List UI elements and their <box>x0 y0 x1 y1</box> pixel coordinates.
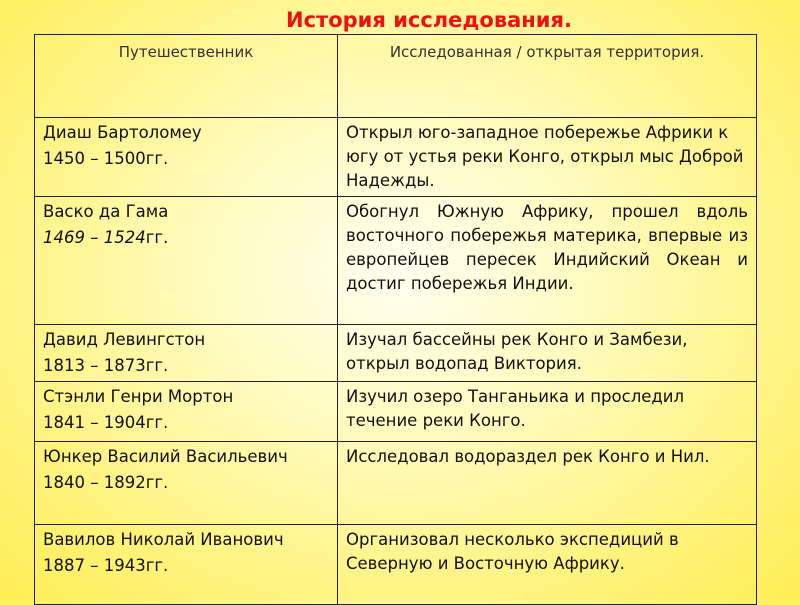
header-territory: Исследованная / открытая территория. <box>338 35 757 118</box>
traveler-name: Давид Левингстон <box>43 330 206 349</box>
table-row <box>35 382 757 442</box>
traveler-name: Стэнли Генри Мортон <box>43 387 234 406</box>
traveler-years-suffix: гг. <box>145 228 169 247</box>
table-row <box>35 442 757 525</box>
territory-cell: Изучил озеро Танганьика и проследил течение реки Конго. <box>338 382 757 442</box>
territory-cell: Обогнул Южную Африку, прошел вдоль восточного побережья материка, впервые из европейцев пересек Индийский Океан и достиг побережья Индии. <box>338 197 757 325</box>
traveler-cell <box>35 525 338 605</box>
traveler-name: Вавилов Николай Иванович <box>43 530 284 549</box>
traveler-name: Васко да Гама <box>43 202 169 221</box>
explorers-table <box>34 34 757 605</box>
table-row <box>35 197 757 325</box>
traveler-years: 1840 – 1892гг. <box>43 473 169 492</box>
traveler-years-italic: 1469 – 1524 <box>43 228 146 247</box>
traveler-years: 1813 – 1873гг. <box>43 356 169 375</box>
table-header-row <box>35 35 757 118</box>
traveler-name: Диаш Бартоломеу <box>43 123 202 142</box>
territory-cell: Исследовал водораздел рек Конго и Нил. <box>338 442 757 525</box>
traveler-name: Юнкер Василий Васильевич <box>43 447 288 466</box>
table-row <box>35 525 757 605</box>
traveler-cell <box>35 442 338 525</box>
page-title: История исследования. <box>286 8 572 32</box>
traveler-cell <box>35 325 338 382</box>
traveler-years <box>43 226 329 250</box>
territory-cell: Изучал бассейны рек Конго и Замбези, открыл водопад Виктория. <box>338 325 757 382</box>
territory-cell: Открыл юго-западное побережье Африки к югу от устья реки Конго, открыл мыс Доброй Надежды. <box>338 118 757 197</box>
traveler-years: 1841 – 1904гг. <box>43 413 169 432</box>
traveler-cell <box>35 197 338 325</box>
traveler-years: 1450 – 1500гг. <box>43 149 169 168</box>
table-row <box>35 325 757 382</box>
territory-cell: Организовал несколько экспедиций в Северную и Восточную Африку. <box>338 525 757 605</box>
traveler-years: 1887 – 1943гг. <box>43 556 169 575</box>
traveler-cell <box>35 382 338 442</box>
traveler-cell <box>35 118 338 197</box>
table-row <box>35 118 757 197</box>
header-traveler: Путешественник <box>35 35 338 118</box>
